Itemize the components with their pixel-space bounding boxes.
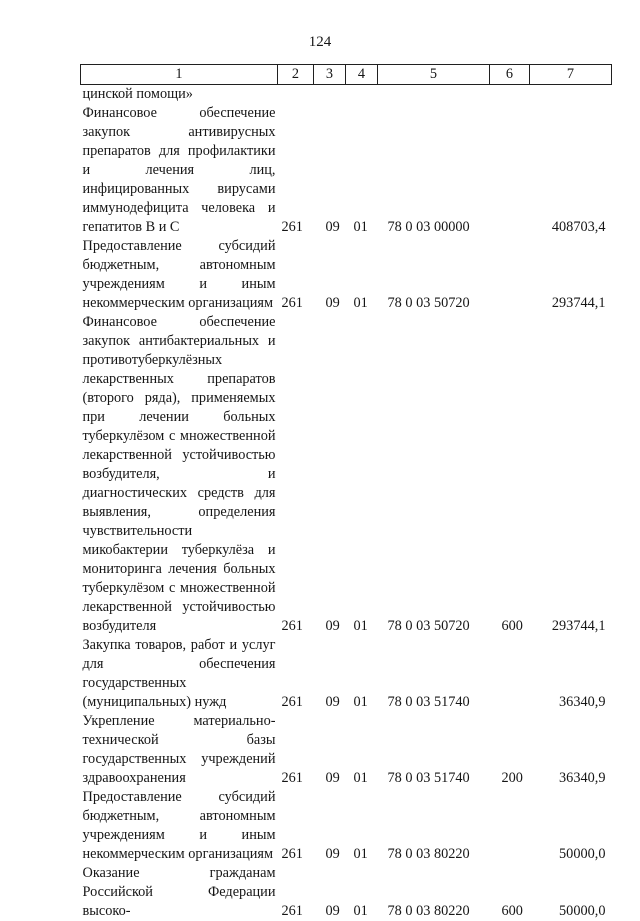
row-expense-type (490, 104, 530, 237)
row-amount: 50000,0 (559, 903, 606, 919)
row-admin-code: 261 (281, 694, 303, 710)
row-amount: 36340,9 (559, 694, 606, 710)
row-subsection: 01 (353, 846, 368, 862)
row-section: 09 (325, 846, 340, 862)
row-description: Укрепление материально-технической базы государственных учреждений здравоохранения (82, 713, 276, 786)
table-row (81, 712, 612, 788)
row-subsection: 01 (353, 618, 368, 634)
col-header-2: 2 (278, 65, 314, 85)
row-description: Финансовое обеспечение закупок антибактериальных и противотуберкулёзных лекарственных препаратов (второго ряда), применяемых при лечении больных туберкулёзом с множественной лекарственной устойчивостью возбудителя, и диагностических средств для выявления, определения чувствительности микобактерии туберкулёза и мониторинга лечения больных туберкулёзом с множественной лекарственной устойчивостью возбудителя (82, 314, 276, 634)
row-admin-code: 261 (281, 770, 303, 786)
row-target-code: 78 0 03 00000 (387, 219, 470, 235)
col-header-3: 3 (314, 65, 346, 85)
page-number: 124 (308, 34, 332, 50)
col-header-6: 6 (490, 65, 530, 85)
table-row (81, 237, 612, 313)
row-expense-type (490, 237, 530, 313)
table-row (81, 864, 612, 921)
row-section: 09 (325, 694, 340, 710)
row-subsection: 01 (353, 694, 368, 710)
row-description: Предоставление субсидий бюджетным, автономным учреждениям и иным некоммерческим организациям (82, 789, 276, 862)
row-expense-type (490, 85, 530, 105)
budget-table (80, 64, 612, 921)
row-expense-type: 600 (501, 903, 523, 919)
header-row (81, 65, 612, 85)
row-description: Закупка товаров, работ и услуг для обеспечения государственных (муниципальных) нужд (82, 637, 276, 710)
row-admin-code: 261 (281, 618, 303, 634)
row-amount: 293744,1 (551, 618, 606, 634)
table-row (81, 85, 612, 105)
row-description: цинской помощи» (82, 86, 193, 102)
row-target-code: 78 0 03 50720 (387, 618, 470, 634)
table-row (81, 313, 612, 636)
row-target-code: 78 0 03 51740 (387, 694, 470, 710)
row-admin-code: 261 (281, 846, 303, 862)
row-admin-code (278, 85, 314, 105)
row-admin-code: 261 (281, 295, 303, 311)
row-section: 09 (325, 770, 340, 786)
row-amount: 36340,9 (559, 770, 606, 786)
row-amount (530, 85, 612, 105)
table-row (81, 636, 612, 712)
row-subsection (346, 85, 378, 105)
row-target-code: 78 0 03 50720 (387, 295, 470, 311)
col-header-4: 4 (346, 65, 378, 85)
row-expense-type (490, 636, 530, 712)
row-section: 09 (325, 295, 340, 311)
table-row (81, 104, 612, 237)
row-amount: 293744,1 (551, 295, 606, 311)
row-expense-type: 600 (501, 618, 523, 634)
row-section: 09 (325, 903, 340, 919)
row-subsection: 01 (353, 770, 368, 786)
row-subsection: 01 (353, 219, 368, 235)
table-row (81, 788, 612, 864)
row-target-code: 78 0 03 80220 (387, 846, 470, 862)
col-header-5: 5 (378, 65, 490, 85)
row-description: Финансовое обеспечение закупок антивирусных препаратов для профилактики и лечения лиц, инфицированных вирусами иммунодефицита человека и гепатитов В и С (82, 105, 276, 235)
row-target-code: 78 0 03 80220 (387, 903, 470, 919)
row-amount: 408703,4 (551, 219, 606, 235)
row-section (314, 85, 346, 105)
col-header-1: 1 (81, 65, 278, 85)
row-target-code: 78 0 03 51740 (387, 770, 470, 786)
row-subsection: 01 (353, 295, 368, 311)
row-subsection: 01 (353, 903, 368, 919)
row-expense-type (490, 788, 530, 864)
row-description: Оказание гражданам Российской Федерации высоко- (82, 865, 276, 919)
row-description: Предоставление субсидий бюджетным, автономным учреждениям и иным некоммерческим организациям (82, 238, 276, 311)
row-section: 09 (325, 219, 340, 235)
row-admin-code: 261 (281, 219, 303, 235)
row-amount: 50000,0 (559, 846, 606, 862)
row-admin-code: 261 (281, 903, 303, 919)
col-header-7: 7 (530, 65, 612, 85)
row-section: 09 (325, 618, 340, 634)
row-target-code (378, 85, 490, 105)
row-expense-type: 200 (501, 770, 523, 786)
